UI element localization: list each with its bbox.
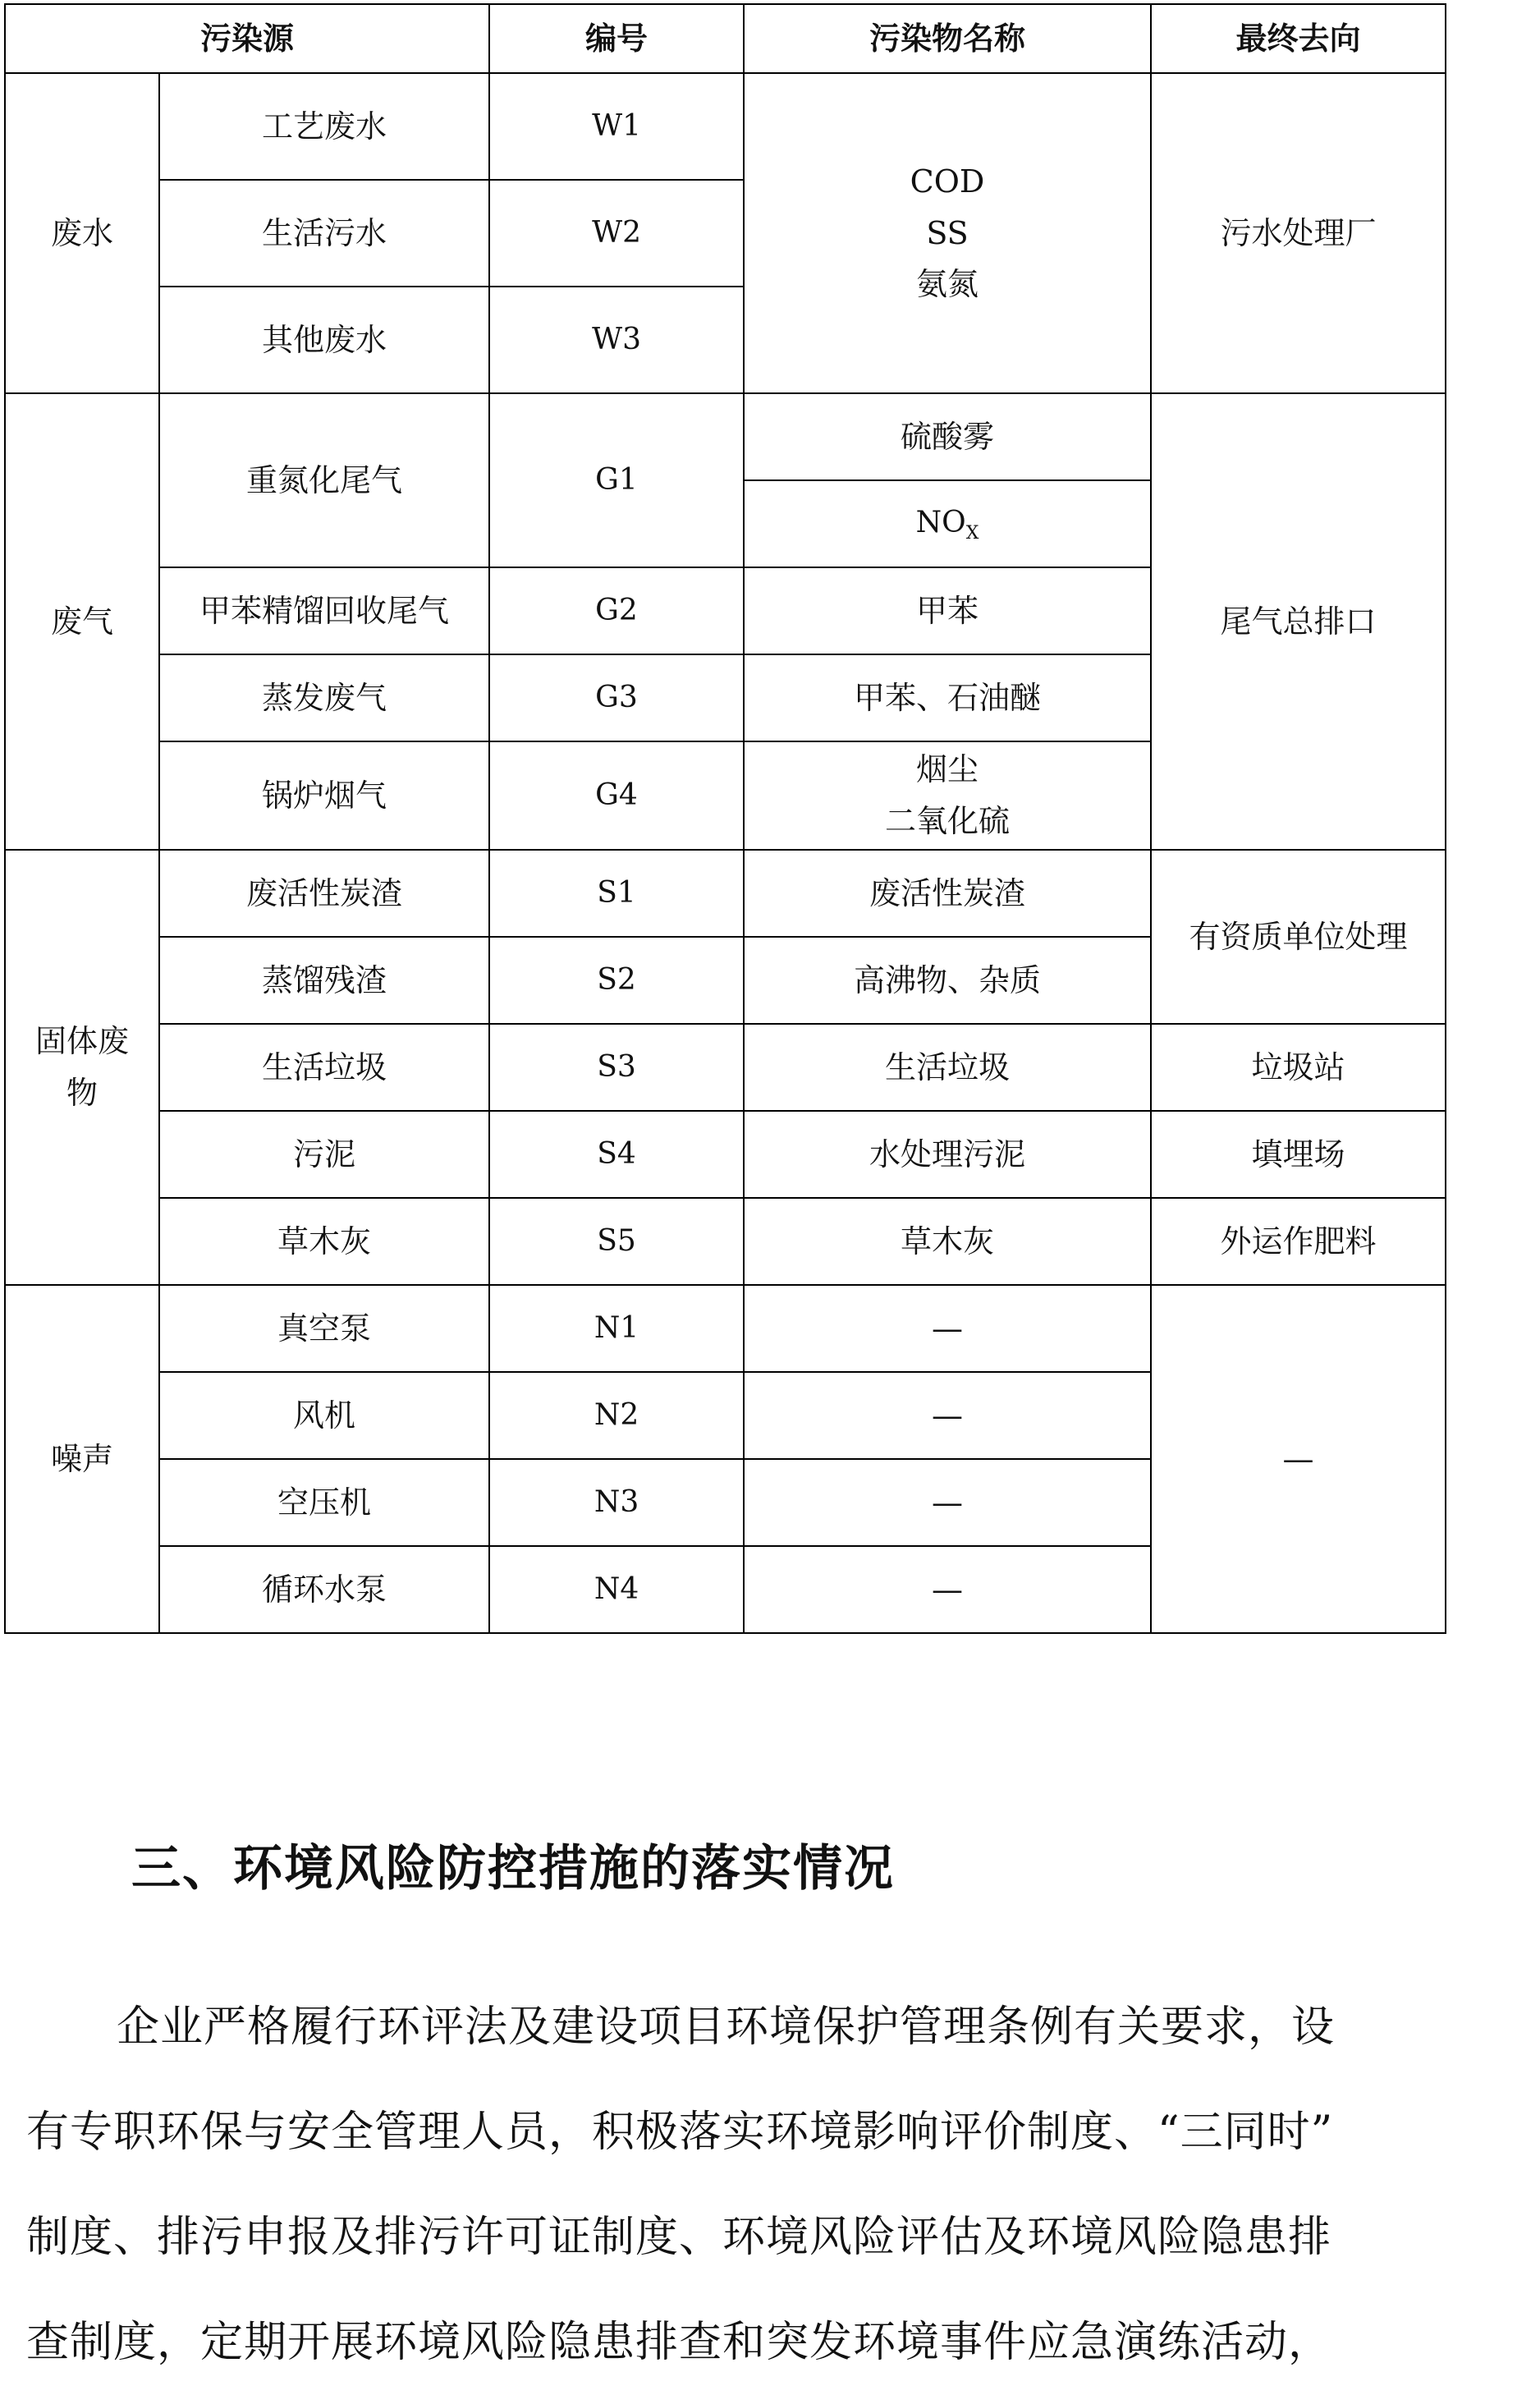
code-cell: S5 [489,1198,744,1285]
code-cell: W1 [489,73,744,180]
pollutant-cell: 硫酸雾 [744,393,1151,480]
paragraph-line: 查制度，定期开展环境风险隐患排查和突发环境事件应急演练活动， [26,2318,1332,2367]
pollutant-line: 二氧化硫 [885,803,1011,839]
nox-subscript: X [965,523,979,544]
table-row [5,73,1446,180]
pollutant-cell [744,741,1151,850]
source-cell: 生活垃圾 [159,1024,489,1111]
pollution-sources-table [4,3,1446,1634]
wastewater-pollutants [744,73,1151,393]
source-cell: 空压机 [159,1459,489,1546]
code-cell: W2 [489,180,744,287]
pollutant-cell: — [744,1372,1151,1459]
pollutant-cell: — [744,1285,1151,1372]
destination-cell: 外运作肥料 [1151,1198,1446,1285]
table-row [5,1198,1446,1285]
pollutant-cell: — [744,1459,1151,1546]
code-cell: G4 [489,741,744,850]
source-cell: 循环水泵 [159,1546,489,1633]
source-cell: 重氮化尾气 [159,393,489,567]
source-cell: 废活性炭渣 [159,850,489,937]
header-source: 污染源 [5,4,489,73]
source-cell: 蒸发废气 [159,654,489,741]
code-cell: G1 [489,393,744,567]
category-line: 物 [66,1075,98,1111]
section-paragraph [26,1975,1438,2395]
code-cell: W3 [489,287,744,393]
pollutant-line: SS [926,214,969,251]
paragraph-line: 有专职环保与安全管理人员，积极落实环境影响评价制度、“三同时” [26,2108,1334,2157]
code-cell: S4 [489,1111,744,1198]
header-pollutant: 污染物名称 [744,4,1151,73]
section-heading: 三、环境风险防控措施的落实情况 [131,1840,895,1897]
code-cell: G2 [489,567,744,654]
pollutant-cell: 甲苯 [744,567,1151,654]
source-cell: 蒸馏残渣 [159,937,489,1024]
source-cell: 生活污水 [159,180,489,287]
pollutant-cell: 生活垃圾 [744,1024,1151,1111]
table-row [5,1024,1446,1111]
pollutant-line: 烟尘 [916,751,979,788]
source-cell: 其他废水 [159,287,489,393]
paragraph-line: 制度、排污申报及排污许可证制度、环境风险评估及环境风险隐患排 [26,2213,1332,2262]
header-code: 编号 [489,4,744,73]
source-cell: 污泥 [159,1111,489,1198]
category-exhaust: 废气 [5,393,159,850]
pollutant-cell: 水处理污泥 [744,1111,1151,1198]
destination-cell: 垃圾站 [1151,1024,1446,1111]
source-cell: 锅炉烟气 [159,741,489,850]
source-cell: 真空泵 [159,1285,489,1372]
source-cell: 风机 [159,1372,489,1459]
pollutant-cell: 废活性炭渣 [744,850,1151,937]
code-cell: G3 [489,654,744,741]
code-cell: S1 [489,850,744,937]
pollutant-cell: 高沸物、杂质 [744,937,1151,1024]
nox-main: NO [915,506,966,540]
noise-destination: — [1151,1285,1446,1633]
code-cell: S3 [489,1024,744,1111]
pollutant-line: COD [910,163,985,200]
solid-destination-licensed: 有资质单位处理 [1151,850,1446,1024]
category-wastewater: 废水 [5,73,159,393]
code-cell: N4 [489,1546,744,1633]
code-cell: N2 [489,1372,744,1459]
code-cell: N1 [489,1285,744,1372]
table-row [5,850,1446,937]
pollutant-cell [744,480,1151,567]
pollutant-cell: 草木灰 [744,1198,1151,1285]
table-row [5,1285,1446,1372]
exhaust-destination: 尾气总排口 [1151,393,1446,850]
source-cell: 工艺废水 [159,73,489,180]
category-solid [5,850,159,1285]
pollutant-cell: — [744,1546,1151,1633]
category-line: 固体废 [34,1023,129,1060]
category-noise: 噪声 [5,1285,159,1633]
source-cell: 草木灰 [159,1198,489,1285]
pollutant-line: 氨氮 [916,266,979,303]
destination-cell: 填埋场 [1151,1111,1446,1198]
wastewater-destination: 污水处理厂 [1151,73,1446,393]
pollutant-cell: 甲苯、石油醚 [744,654,1151,741]
header-destination: 最终去向 [1151,4,1446,73]
table-header-row [5,4,1446,73]
code-cell: S2 [489,937,744,1024]
table-row [5,1111,1446,1198]
code-cell: N3 [489,1459,744,1546]
paragraph-line: 企业严格履行环评法及建设项目环境保护管理条例有关要求，设 [117,2003,1336,2052]
table-row [5,393,1446,480]
source-cell: 甲苯精馏回收尾气 [159,567,489,654]
